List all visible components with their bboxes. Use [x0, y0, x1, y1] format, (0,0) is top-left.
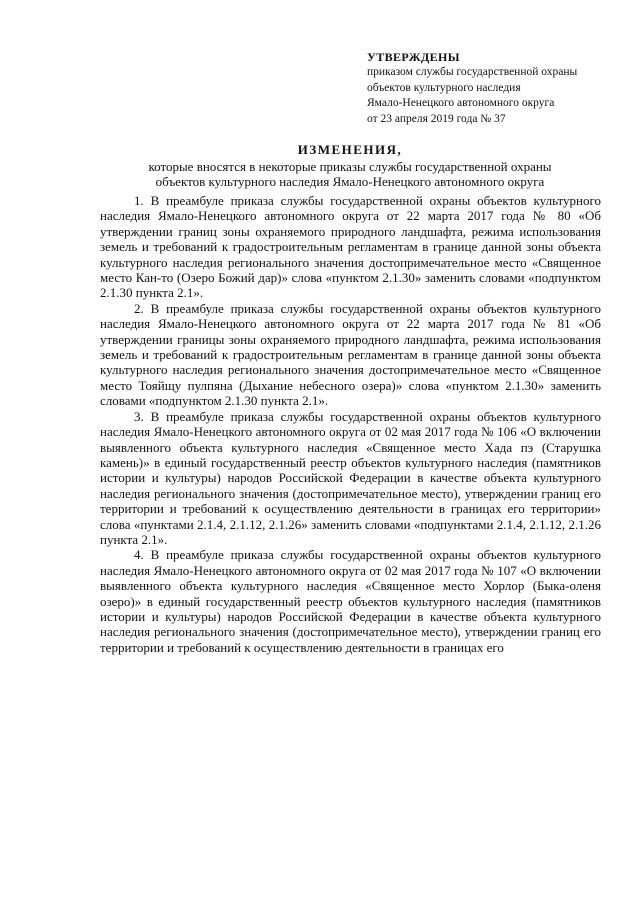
- document-heading: [100, 140, 600, 189]
- approval-date-line: от 23 апреля 2019 года № 37: [367, 112, 506, 125]
- approval-line: приказом службы государственной охраны: [367, 66, 578, 79]
- approval-line: Ямало-Ненецкого автономного округа: [367, 97, 555, 110]
- document-subtitle-line: которые вносятся в некоторые приказы службы государственной охраны: [148, 159, 552, 174]
- paragraph-2: 2. В преамбуле приказа службы государственной охраны объектов культурного наследия Ямало-Ненецкого автономного округа от 22 марта 2017 года № 81 «Об утверждении границы зоны охраняемого природного ландшафта, режима использования земель и требований к градостроительным регламентам в границе данной зоны объекта культурного наследия регионального значения достопримечательное место «Священное место Тояйщу пулпяна (Дыхание небесного озера)» слова «пунктом 2.1.30» заменить словами «подпунктом 2.1.30 пункта 2.1».: [100, 300, 601, 409]
- paragraph-3: 3. В преамбуле приказа службы государственной охраны объектов культурного наследия Ямало-Ненецкого автономного округа от 02 мая 2017 года № 106 «О включении выявленного объекта культурного наследия «Священное место Хада пэ (Старушка камень)» в единый государственный реестр объектов культурного наследия (памятников истории и культуры) народов Российской Федерации в качестве объекта культурного наследия регионального значения (достопримечательное место), утверждении границ его территории и требований к осуществлению деятельности в границах его территории» слова «пунктами 2.1.4, 2.1.12, 2.1.26» заменить словами «подпунктами 2.1.4, 2.1.12, 2.1.26 пункта 2.1».: [100, 408, 601, 547]
- approval-line: объектов культурного наследия: [367, 81, 521, 94]
- paragraph-4: 4. В преамбуле приказа службы государственной охраны объектов культурного наследия Ямало-Ненецкого автономного округа от 02 мая 2017 года № 107 «О включении выявленного объекта культурного наследия «Священное место Хорлор (Быка-оленя озеро)» в единый государственный реестр объектов культурного наследия (памятников истории и культуры) народов Российской Федерации в качестве объекта культурного наследия регионального значения (достопримечательное место), утверждении границ его территории и требований к осуществлению деятельности в границах его: [100, 547, 601, 655]
- approval-stamp: [367, 50, 637, 127]
- document-subtitle-line: объектов культурного наследия Ямало-Ненецкого автономного округа: [155, 174, 545, 189]
- document-body: [100, 193, 601, 655]
- approval-title: УТВЕРЖДЕНЫ: [367, 50, 460, 64]
- paragraph-1: 1. В преамбуле приказа службы государственной охраны объектов культурного наследия Ямало-Ненецкого автономного округа от 22 марта 2017 года № 80 «Об утверждении границ зоны охраняемого природного ландшафта, режима использования земель и требований к градостроительным регламентам в границе данной зоны объекта культурного наследия регионального значения достопримечательное место «Священное место Кан-то (Озеро Божий дар)» слова «пунктом 2.1.30» заменить словами «подпунктом 2.1.30 пункта 2.1».: [100, 193, 601, 301]
- document-title: ИЗМЕНЕНИЯ,: [297, 142, 403, 157]
